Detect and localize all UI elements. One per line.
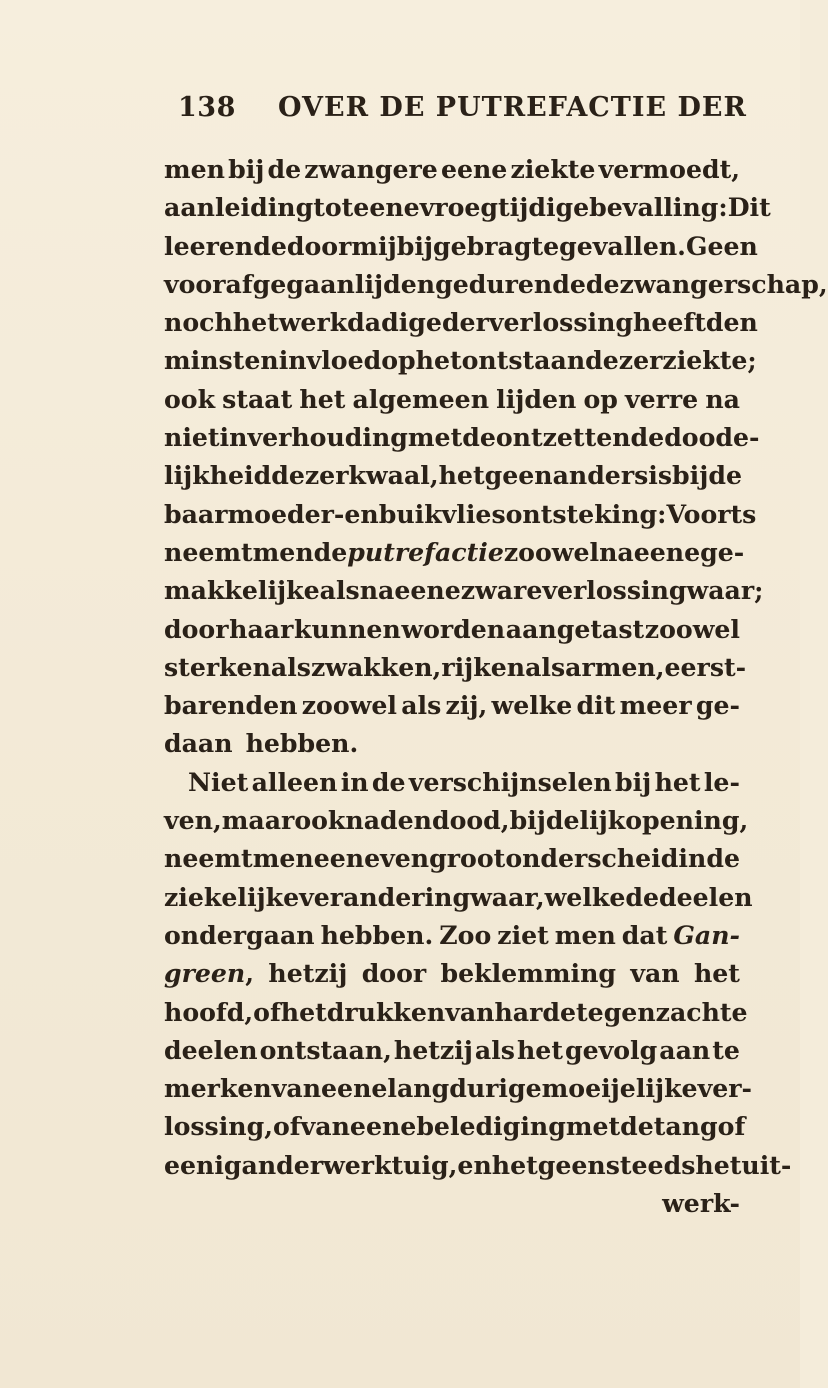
text-line <box>164 801 749 839</box>
word: de <box>625 881 660 912</box>
text-line <box>164 1107 746 1145</box>
word: makkelijke <box>164 575 320 606</box>
page-number: 138 <box>178 92 236 123</box>
word: worden <box>401 613 506 644</box>
word: gevolg <box>564 1034 658 1065</box>
word: aan <box>659 1034 711 1065</box>
text-line <box>164 341 757 379</box>
word: harde <box>494 996 577 1027</box>
word: hetzij <box>393 1034 473 1065</box>
word: steeds <box>605 1149 696 1180</box>
word: lijden <box>354 268 436 299</box>
word: heeft <box>633 307 706 338</box>
word: bijgebragte <box>396 230 560 261</box>
word: hetgeen <box>438 460 553 491</box>
word: beklemming <box>440 958 616 989</box>
word: ge- <box>695 690 740 721</box>
word: ontstaan, <box>259 1034 392 1065</box>
word: de <box>462 422 496 453</box>
word: hetzij <box>268 958 348 989</box>
word: ook <box>294 805 346 836</box>
word: de <box>267 154 302 184</box>
word: lijkopening, <box>579 805 749 836</box>
text-line <box>164 686 740 724</box>
word: drukken <box>326 996 446 1027</box>
word: werk- <box>662 1188 740 1219</box>
word: kunnen <box>294 613 401 644</box>
word: invloed <box>278 345 382 376</box>
word: gevallen. <box>559 230 686 261</box>
text-line <box>164 878 753 916</box>
word: bij <box>614 766 652 797</box>
word: eene <box>349 1111 417 1142</box>
word: zachte <box>655 996 748 1027</box>
word: green, <box>164 958 255 989</box>
body-text <box>164 150 828 1222</box>
word: de <box>371 766 406 797</box>
word: verre <box>624 383 699 414</box>
word: dezer <box>271 460 349 491</box>
word: barenden <box>164 690 298 721</box>
word: het <box>232 307 279 338</box>
word: men <box>252 536 314 567</box>
word: door <box>361 958 427 989</box>
word: als <box>401 690 442 721</box>
word: gedurende <box>435 268 586 299</box>
word: bevalling: <box>589 192 728 223</box>
word: sterken <box>164 651 271 682</box>
word: anders <box>552 460 649 491</box>
word: Zoo <box>439 919 492 950</box>
word: of <box>253 996 281 1027</box>
word: met <box>407 422 463 453</box>
word: Dit <box>727 192 771 223</box>
word: in <box>340 766 369 797</box>
word: na <box>705 383 740 414</box>
text-line <box>164 188 771 226</box>
word: leeren <box>164 230 254 261</box>
word: door <box>164 613 229 644</box>
word: of <box>717 1111 746 1142</box>
word: de <box>545 805 580 836</box>
word: vroegtijdige <box>419 192 590 223</box>
word: staat <box>222 383 293 414</box>
word: verandering <box>299 881 471 912</box>
word: putrefactie <box>347 536 504 567</box>
text-line <box>164 1146 792 1184</box>
word: baarmoeder- <box>164 498 345 529</box>
word: aanleiding <box>164 192 314 223</box>
word: eene <box>394 575 461 606</box>
text-line <box>164 495 757 533</box>
word: werkdadige <box>278 307 442 338</box>
word: als <box>319 575 360 606</box>
word: algemeen <box>352 383 490 414</box>
word: een <box>313 843 365 874</box>
word: ver- <box>697 1073 752 1104</box>
text-line <box>164 648 747 686</box>
word: van <box>445 996 495 1027</box>
text-line <box>164 571 764 609</box>
text-line <box>164 610 740 648</box>
word: zij, <box>445 690 488 721</box>
word: ziekte; <box>662 345 757 376</box>
word: eenig <box>164 1149 242 1180</box>
word: doode- <box>664 422 760 453</box>
word: hebben. <box>245 728 359 759</box>
text-line <box>164 839 740 877</box>
word: na <box>359 575 395 606</box>
word: haar <box>229 613 294 644</box>
word: als <box>270 651 311 682</box>
word: moeijelijke <box>541 1073 698 1104</box>
word: Niet <box>188 766 249 797</box>
word: verhouding <box>247 422 408 453</box>
text-line <box>164 533 745 571</box>
word: eene <box>633 536 701 567</box>
word: te <box>712 1034 740 1065</box>
word: armen, <box>565 651 665 682</box>
word: zwakken, <box>310 651 442 682</box>
word: even <box>364 843 430 874</box>
word: men <box>554 919 616 950</box>
text-line <box>164 993 748 1031</box>
word: mij <box>351 230 397 261</box>
word: waar; <box>686 575 764 606</box>
word: het <box>695 1149 742 1180</box>
word: het <box>415 345 462 376</box>
text-line <box>164 763 740 801</box>
word: eene <box>321 1073 388 1104</box>
word: ook <box>164 383 216 414</box>
word: daan <box>164 728 233 759</box>
word: hetgeen <box>491 1149 606 1180</box>
word: ander <box>241 1149 324 1180</box>
text-line <box>164 724 740 762</box>
word: noch <box>164 307 233 338</box>
word: bij <box>509 805 546 836</box>
word: ziet <box>497 919 549 950</box>
word: en <box>457 1149 492 1180</box>
word: den <box>705 307 758 338</box>
word: zoowel <box>503 536 600 567</box>
text-line <box>164 1031 740 1069</box>
word: ondergaan <box>164 919 315 950</box>
word: dood, <box>431 805 510 836</box>
word: lijkheid <box>164 460 272 491</box>
word: onderscheid <box>505 843 679 874</box>
word: le- <box>703 766 740 797</box>
text-line <box>164 418 760 456</box>
word: met <box>565 1111 621 1142</box>
word: zwangere <box>304 154 438 184</box>
word: welke <box>491 690 573 721</box>
word: bij <box>228 154 265 184</box>
word: waar, <box>470 881 545 912</box>
word: ziekelijke <box>164 881 300 912</box>
word: merken <box>164 1073 272 1104</box>
word: lijden <box>496 383 577 414</box>
text-line <box>164 1069 752 1107</box>
word: langdurige <box>387 1073 542 1104</box>
word: buikvliesontsteking: <box>378 498 667 529</box>
word: verschijnselen <box>408 766 612 797</box>
word: uit- <box>741 1149 792 1180</box>
word: de <box>708 460 742 491</box>
word: neemt <box>164 536 253 567</box>
word: neemt <box>164 843 253 874</box>
word: tang <box>653 1111 718 1142</box>
word: het <box>693 958 740 989</box>
word: na <box>345 805 381 836</box>
word: van <box>630 958 680 989</box>
word: eene <box>440 154 508 184</box>
word: alleen <box>251 766 338 797</box>
word: als <box>525 651 566 682</box>
word: belediging <box>416 1111 566 1142</box>
word: aangetast <box>505 613 645 644</box>
word: meer <box>619 690 692 721</box>
word: deelen <box>164 1034 258 1065</box>
word: zware <box>460 575 543 606</box>
text-line <box>164 303 758 341</box>
word: der <box>441 307 489 338</box>
word: ziekte <box>510 154 596 184</box>
word: zoowel <box>301 690 397 721</box>
word: eene <box>353 192 420 223</box>
word: in <box>678 843 707 874</box>
word: minsten <box>164 345 279 376</box>
word: in <box>219 422 248 453</box>
word: de <box>706 843 740 874</box>
word: rijken <box>441 651 526 682</box>
word: den <box>380 805 432 836</box>
word: Voorts <box>666 498 757 529</box>
word: de <box>585 268 620 299</box>
text-line <box>164 150 740 188</box>
text-line <box>164 954 740 992</box>
text-line <box>164 1184 740 1222</box>
word: werktuig, <box>323 1149 458 1180</box>
word: maar <box>221 805 295 836</box>
word: ontzettende <box>495 422 665 453</box>
word: hebben. <box>320 919 434 950</box>
word: deelen <box>659 881 753 912</box>
word: dit <box>576 690 616 721</box>
word: dezer <box>585 345 663 376</box>
word: ge- <box>700 536 745 567</box>
word: verlossing <box>488 307 634 338</box>
word: niet <box>164 422 220 453</box>
word: ven, <box>164 805 222 836</box>
text-line <box>164 916 740 954</box>
word: op <box>583 383 618 414</box>
text-line <box>164 380 740 418</box>
word: vermoedt, <box>598 154 740 184</box>
word: ontstaan <box>461 345 586 376</box>
word: verlossing <box>542 575 687 606</box>
text-line <box>164 456 740 494</box>
word: van <box>300 1111 350 1142</box>
word: tot <box>313 192 354 223</box>
text-line <box>164 265 828 303</box>
word: als <box>474 1034 515 1065</box>
word: men <box>252 843 314 874</box>
word: het <box>654 766 701 797</box>
word: de <box>620 1111 654 1142</box>
word: is <box>648 460 673 491</box>
word: het <box>516 1034 563 1065</box>
word: de <box>253 230 287 261</box>
word: kwaal, <box>348 460 439 491</box>
word: de <box>313 536 348 567</box>
word: welke <box>544 881 626 912</box>
word: op <box>381 345 416 376</box>
word: zwangerschap, <box>619 268 828 299</box>
word: het <box>280 996 327 1027</box>
word: zoowel <box>644 613 740 644</box>
running-head: OVER DE PUTREFACTIE DER <box>278 92 747 123</box>
word: na <box>599 536 634 567</box>
word: het <box>299 383 346 414</box>
word: bij <box>672 460 709 491</box>
word: tegen <box>576 996 656 1027</box>
word: groot <box>429 843 506 874</box>
word: van <box>271 1073 322 1104</box>
word: en <box>344 498 379 529</box>
word: Gan- <box>673 919 740 950</box>
page-header <box>178 92 747 132</box>
word: hoofd, <box>164 996 254 1027</box>
word: eerst- <box>664 651 747 682</box>
word: lossing, <box>164 1111 273 1142</box>
word: dat <box>621 919 668 950</box>
word: of <box>273 1111 301 1142</box>
text-line <box>164 227 758 265</box>
word: voorafgegaan <box>164 268 355 299</box>
word: men <box>164 154 225 184</box>
word: Geen <box>685 230 758 261</box>
word: door <box>286 230 352 261</box>
